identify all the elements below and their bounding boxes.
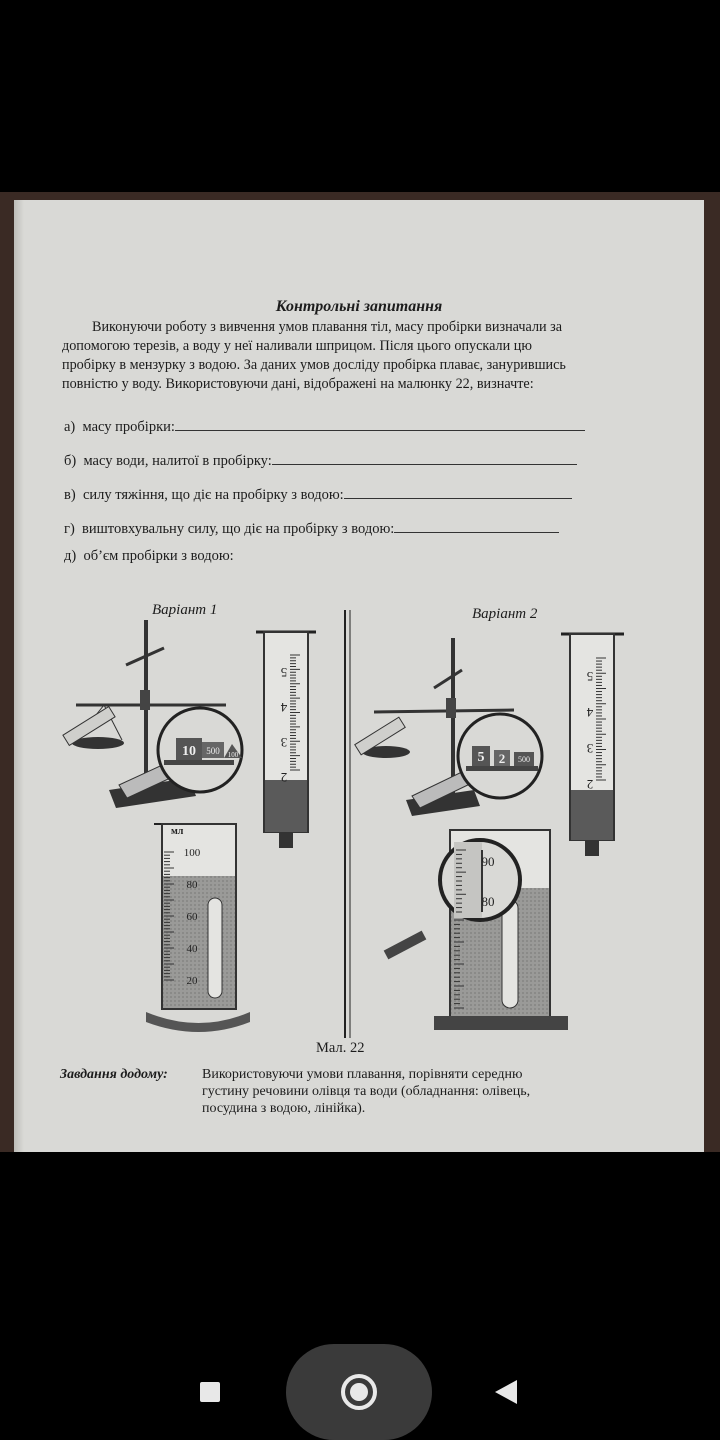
homework-text: Використовуючи умови плавання, порівняти середню густину речовини олівця та води (обладнання: олівець, посудина з водою, лінійка). [202, 1067, 531, 1116]
magnifier-tick-label: 80 [481, 894, 495, 909]
cylinder-tick-label: 40 [186, 943, 198, 955]
figure-caption: Мал. 22 [316, 1040, 365, 1056]
variant-1-label: Варіант 1 [152, 602, 218, 618]
back-button[interactable] [495, 1380, 517, 1404]
syringe-tick-label: 5 [586, 669, 594, 684]
intro-line: пробірку в мензурку з водою. За даних умов досліду пробірка плаває, занурившись [62, 357, 566, 373]
syringe-tick-label: 4 [280, 700, 288, 715]
recents-button[interactable] [200, 1382, 220, 1402]
magnifier-tick-label: 90 [481, 854, 495, 869]
weight-label: 2 [498, 751, 506, 766]
question-d: д) об’єм пробірки з водою: [64, 548, 234, 564]
intro-line: Виконуючи роботу з вивчення умов плавання тіл, масу пробірки визначали за [92, 319, 563, 335]
cylinder-tick-label: 80 [186, 879, 198, 891]
homework-block [60, 1066, 650, 1117]
syringe-tick-label: 4 [586, 705, 594, 720]
syringe-tick-label: 3 [586, 741, 594, 756]
figure-22 [14, 200, 704, 1152]
home-button[interactable] [341, 1374, 377, 1410]
page-title: Контрольні запитання [275, 298, 443, 315]
weight-label: 100 [227, 751, 239, 759]
measuring-vessel-2 [386, 830, 568, 1030]
syringe-tick-label: 3 [280, 735, 288, 750]
weight-label: 500 [518, 755, 530, 764]
weight-label: 10 [182, 744, 196, 759]
question-g: г) виштовхувальну силу, що діє на пробірку з водою: [64, 518, 559, 538]
intro-line: повністю у воду. Використовуючи дані, відображені на малюнку 22, визначте: [62, 376, 534, 392]
syringe-tick-label: 2 [586, 777, 594, 792]
magnifier-2 [458, 714, 542, 798]
weight-label: 5 [477, 750, 485, 765]
cylinder-unit: мл [171, 826, 184, 837]
intro-line: допомогою терезів, а воду у неї наливали шприцом. Після цього опускали цю [62, 338, 532, 354]
question-v: в) силу тяжіння, що діє на пробірку з водою: [64, 484, 572, 504]
variant-2-label: Варіант 2 [472, 606, 538, 622]
cylinder-tick-label: 60 [186, 911, 198, 923]
homework-label: Завдання додому: [60, 1067, 168, 1082]
magnifier-1 [158, 708, 242, 792]
question-b: б) масу води, налитої в пробірку: [64, 450, 577, 470]
cylinder-tick-label: 20 [186, 975, 198, 987]
syringe-tick-label: 5 [280, 665, 288, 680]
cylinder-tick-label: 100 [183, 847, 201, 859]
document-page [14, 200, 704, 1152]
weight-label: 500 [206, 746, 220, 756]
question-a: а) масу пробірки: [64, 416, 585, 436]
syringe-tick-label: 2 [280, 770, 288, 785]
